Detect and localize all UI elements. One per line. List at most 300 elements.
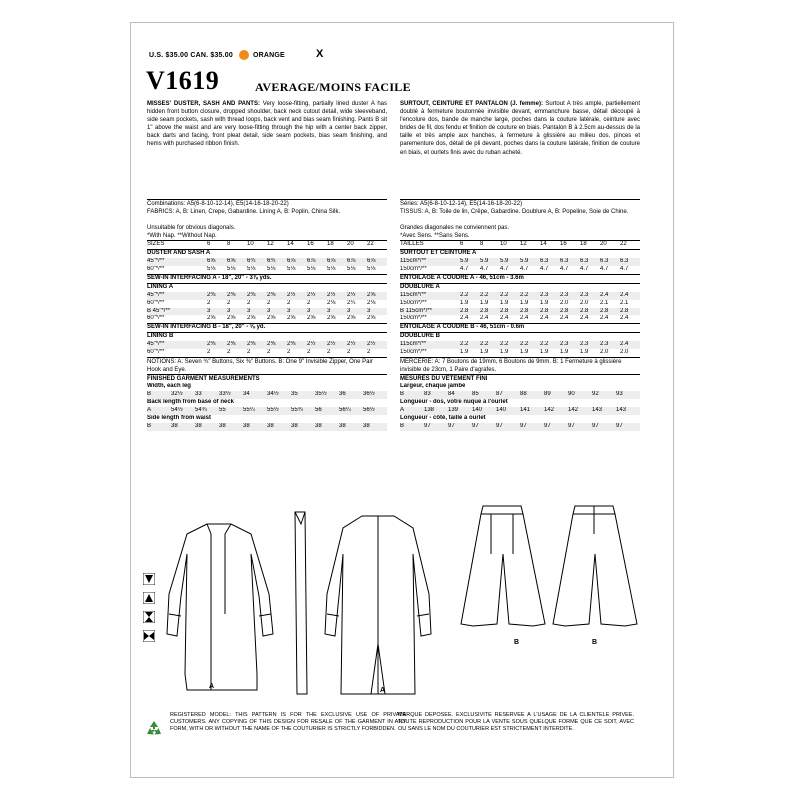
value-cell: 2	[307, 349, 311, 356]
difficulty-label: AVERAGE/MOINS FACILE	[255, 80, 411, 94]
value-cell: 142	[568, 407, 592, 415]
value-cell: 1.9	[460, 299, 469, 306]
table-row	[400, 300, 640, 308]
table-row	[400, 415, 640, 423]
yardage-table-en	[147, 240, 387, 357]
description-fr	[400, 100, 640, 198]
row-label: DOUBLURE B	[400, 333, 640, 341]
value-cell: 5.9	[500, 258, 520, 266]
unsuitable-en: Unsuitable for obvious diagonals.	[147, 225, 236, 232]
row-label: 60"*/**	[147, 349, 165, 356]
table-row	[400, 423, 640, 431]
value-cell: 5.9	[520, 258, 540, 266]
value-cell: 3	[227, 308, 247, 316]
value-cell: 5⅛	[227, 266, 236, 272]
nap-en: *With Nap. **Without Nap.	[147, 233, 217, 240]
value-cell: 2⅜	[247, 341, 267, 349]
table-row	[400, 283, 640, 291]
table-row	[400, 274, 640, 283]
value-cell: 2⅝	[307, 315, 316, 322]
value-cell: 2.4	[480, 315, 489, 322]
value-cell: 38	[363, 423, 387, 431]
table-row	[147, 407, 387, 415]
mark-x: X	[316, 48, 324, 60]
value-cell: 6¾	[247, 258, 267, 266]
value-cell: 2.8	[600, 308, 620, 316]
value-cell: 1.9	[500, 299, 509, 306]
value-cell: 55	[219, 407, 243, 415]
value-cell: 4.7	[620, 266, 629, 272]
value-cell: 1.9	[540, 299, 549, 306]
value-cell: 2½	[347, 341, 367, 349]
row-label: 115cm*/**	[400, 341, 460, 349]
row-label: LINING A	[147, 283, 387, 291]
value-cell: 5⅛	[267, 266, 276, 272]
value-cell: 2⅜	[207, 292, 227, 300]
row-label: Longueur - dos, votre nuque à l'ourlet	[400, 398, 508, 405]
row-label: 45"*/**	[147, 292, 207, 300]
value-cell: 2½	[327, 292, 347, 300]
value-cell: 6⅞	[367, 258, 387, 266]
value-cell: 5⅛	[347, 266, 356, 272]
duster-back-drawing	[325, 516, 431, 694]
row-label: 60"*/**	[147, 315, 165, 322]
size-cell: 8	[227, 241, 247, 250]
yardage-table-fr	[400, 240, 640, 357]
value-cell: 6⅞	[327, 258, 347, 266]
table-row	[147, 315, 387, 323]
value-cell: 6⅝	[207, 258, 227, 266]
value-cell: 2.3	[580, 292, 600, 300]
value-cell: 6.3	[540, 258, 560, 266]
value-cell: 97	[472, 423, 496, 431]
value-cell: 2	[227, 349, 231, 356]
value-cell: 2.4	[580, 315, 589, 322]
sizes-label: TAILLES	[400, 241, 460, 250]
value-cell: 2⅜	[227, 341, 247, 349]
value-cell: 97	[592, 423, 616, 431]
value-cell: 2.4	[620, 341, 640, 349]
value-cell: 2½	[287, 292, 307, 300]
table-row	[400, 407, 640, 415]
row-label: B	[147, 423, 171, 431]
value-cell: 38	[195, 423, 219, 431]
recycle-icon	[144, 719, 164, 739]
value-cell: 2	[227, 299, 231, 306]
value-cell: 87	[496, 391, 520, 399]
table-row	[400, 349, 640, 357]
value-cell: 2.8	[520, 308, 540, 316]
value-cell: 3	[287, 308, 307, 316]
value-cell: 5⅛	[307, 266, 316, 272]
row-label: LINING B	[147, 333, 387, 341]
value-cell: 2.2	[520, 341, 540, 349]
value-cell: 92	[592, 391, 616, 399]
table-row	[400, 399, 640, 407]
table-row	[147, 349, 387, 357]
value-cell: 97	[616, 423, 640, 431]
row-label: B 45"*/**	[147, 308, 207, 316]
value-cell: 2⅛	[367, 299, 376, 306]
value-cell: 2.8	[480, 308, 500, 316]
value-cell: 6⅝	[227, 258, 247, 266]
value-cell: 2⅜	[267, 341, 287, 349]
duster-front-drawing	[167, 524, 273, 690]
color-name: ORANGE	[252, 51, 285, 59]
value-cell: 138	[424, 407, 448, 415]
value-cell: 4.7	[520, 266, 529, 272]
value-cell: 2.4	[520, 315, 529, 322]
value-cell: 2	[247, 349, 251, 356]
value-cell: 2.2	[500, 341, 520, 349]
value-cell: 2⅝	[327, 315, 336, 322]
combinations-fr: Séries: A5(6-8-10-12-14), E5(14-16-18-20-22)	[400, 201, 523, 207]
value-cell: 2.8	[560, 308, 580, 316]
footer-notice-fr: MARQUE DEPOSEE. EXCLUSIVITE RESERVEE A L'USAGE DE LA CLIENTELE PRIVEE. TOUTE REPRODUCTION POUR LA VENTE SOUS QUELQUE FORME QUE CE SOIT, AVEC OU SANS LE NOM DU COUTURIER EST STRICTEMENT INTERDITE.	[398, 712, 634, 733]
description-en	[147, 100, 387, 198]
value-cell: 2.8	[500, 308, 520, 316]
value-cell: 4.7	[460, 266, 469, 272]
value-cell: 38	[267, 423, 291, 431]
value-cell: 2.4	[620, 292, 640, 300]
value-cell: 2.2	[460, 292, 480, 300]
value-cell: 6.3	[600, 258, 620, 266]
row-label: 115cm*/**	[400, 292, 460, 300]
size-cell: 16	[307, 241, 327, 250]
row-label: 45"*/**	[147, 258, 207, 266]
table-row	[147, 292, 387, 300]
value-cell: 2⅝	[367, 315, 376, 322]
row-label: Largeur, chaque jambe	[400, 383, 466, 390]
value-cell: 4.7	[540, 266, 549, 272]
value-cell: 1.9	[520, 299, 529, 306]
value-cell: 2	[267, 299, 271, 306]
value-cell: 2.2	[500, 292, 520, 300]
sizes-header-row	[147, 241, 387, 250]
row-label: B 115cm*/**	[400, 308, 460, 316]
value-cell: 1.9	[500, 349, 509, 356]
description-body-en: Very loose-fitting, partially lined duster A has hidden front button closure, dropped shoulder, back neck cutout detail, wide sleeveband, side seam pockets, sash with thread loops, back vent and bias seam finishing. Pants B sit 1" above the waist and are very loose-fitting through the hip with a center back zipper, back darts and facing, front pleat detail, side seam pockets, bias seam finishing, and hems with purchased ribbon finish.	[147, 101, 387, 148]
value-cell: 5⅛	[327, 266, 336, 272]
value-cell: 54½	[171, 407, 195, 415]
size-cell: 20	[600, 241, 620, 250]
row-label: 115cm*/**	[400, 258, 460, 266]
combinations-en: Combinations: A5(6-8-10-12-14), E5(14-16-18-20-22)	[147, 201, 289, 207]
value-cell: 2	[367, 349, 371, 356]
value-cell: 2.0	[600, 349, 609, 356]
size-cell: 14	[287, 241, 307, 250]
value-cell: 2	[287, 349, 291, 356]
value-cell: 3	[207, 308, 227, 316]
value-cell: 54¾	[195, 407, 219, 415]
table-row	[400, 266, 640, 274]
french-column	[400, 100, 640, 431]
price-line	[149, 50, 285, 60]
garment-illustrations	[147, 494, 647, 714]
sizes-header-row	[400, 241, 640, 250]
value-cell: 2.4	[560, 315, 569, 322]
value-cell: 2½	[367, 341, 387, 349]
value-cell: 2½	[307, 341, 327, 349]
unsuitable-fr: Grandes diagonales ne conviennent pas.	[400, 225, 510, 232]
value-cell: 97	[496, 423, 520, 431]
value-cell: 88	[520, 391, 544, 399]
table-row	[400, 391, 640, 399]
row-label: SEW-IN INTERFACING B - 18", 20" - ⅝ yd.	[147, 324, 387, 333]
value-cell: 2.1	[600, 299, 609, 306]
row-label: 150cm*/**	[400, 299, 427, 306]
footer-notice-en: REGISTERED MODEL: THIS PATTERN IS FOR THE EXCLUSIVE USE OF PRIVATE CUSTOMERS. ANY COPYING OF THIS DESIGN FOR RESALE OF THE GARMENT IN ANY FORM, WITH OR WITHOUT THE NAME OF THE COUTURIER IS STRICTLY FORBIDDEN.	[170, 712, 406, 733]
value-cell: 36½	[363, 391, 387, 399]
value-cell: 5⅛	[287, 266, 296, 272]
value-cell: 5.9	[460, 258, 480, 266]
fabrics-en: FABRICS: A, B: Linen, Crepe, Gabardine. Lining A, B: Poplin, China Silk.	[147, 209, 341, 216]
nap-fr: *Avec Sens. **Sans Sens.	[400, 233, 470, 240]
size-cell: 10	[500, 241, 520, 250]
value-cell: 6.3	[620, 258, 640, 266]
value-cell: 2⅝	[207, 315, 216, 322]
value-cell: 2	[327, 349, 331, 356]
size-cell: 6	[460, 241, 480, 250]
value-cell: 140	[496, 407, 520, 415]
row-label: ENTOILAGE À COUDRE A - 46, 51cm - 3.6m	[400, 274, 640, 283]
value-cell: 89	[544, 391, 568, 399]
row-label: 150cm*/**	[400, 349, 427, 356]
size-cell: 8	[480, 241, 500, 250]
value-cell: 97	[424, 423, 448, 431]
value-cell: 2½	[327, 341, 347, 349]
value-cell: 38	[315, 423, 339, 431]
value-cell: 1.9	[560, 349, 569, 356]
sizes-label: SIZES	[147, 241, 207, 250]
table-row	[400, 308, 640, 316]
pants-front-drawing	[461, 506, 545, 626]
description-title-fr: SURTOUT, CEINTURE ET PANTALON (J. femme):	[400, 101, 543, 107]
size-cell: 12	[267, 241, 287, 250]
value-cell: 6.3	[580, 258, 600, 266]
value-cell: 33	[195, 391, 219, 399]
value-cell: 2⅝	[227, 315, 236, 322]
table-row	[400, 258, 640, 266]
value-cell: 1.9	[480, 299, 489, 306]
value-cell: 6⅞	[287, 258, 307, 266]
value-cell: 2.8	[580, 308, 600, 316]
table-row	[147, 258, 387, 266]
value-cell: 3	[327, 308, 347, 316]
size-cell: 14	[540, 241, 560, 250]
value-cell: 2.8	[620, 308, 640, 316]
value-cell: 5⅛	[367, 266, 376, 272]
table-row	[147, 333, 387, 341]
size-cell: 20	[347, 241, 367, 250]
value-cell: 2.0	[560, 299, 569, 306]
price-text: U.S. $35.00 CAN. $35.00	[149, 51, 233, 59]
size-cell: 12	[520, 241, 540, 250]
fabrics-fr: TISSUS: A, B: Toile de lin, Crêpe, Gabardine. Doublure A, B: Popeline, Soie de Chine.	[400, 209, 629, 216]
value-cell: 3	[247, 308, 267, 316]
value-cell: 36	[339, 391, 363, 399]
size-cell: 10	[247, 241, 267, 250]
value-cell: 38	[243, 423, 267, 431]
value-cell: 141	[520, 407, 544, 415]
table-row	[147, 383, 387, 391]
value-cell: 2⅝	[267, 315, 276, 322]
table-row	[147, 415, 387, 423]
finished-title-en: FINISHED GARMENT MEASUREMENTS	[147, 374, 387, 383]
table-row	[147, 324, 387, 333]
table-row	[147, 300, 387, 308]
value-cell: 2.4	[540, 315, 549, 322]
value-cell: 4.7	[560, 266, 569, 272]
value-cell: 2.4	[600, 292, 620, 300]
row-label: DUSTER AND SASH A	[147, 250, 387, 258]
table-row	[147, 266, 387, 274]
value-cell: 2½	[307, 292, 327, 300]
description-title-en: MISSES' DUSTER, SASH AND PANTS:	[147, 101, 260, 107]
value-cell: 3	[367, 308, 387, 316]
value-cell: 2.4	[600, 315, 609, 322]
pants-back-drawing	[553, 506, 637, 626]
value-cell: 1.9	[580, 349, 589, 356]
value-cell: 1.9	[460, 349, 469, 356]
table-row	[400, 383, 640, 391]
value-cell: 3	[267, 308, 287, 316]
table-row	[147, 341, 387, 349]
value-cell: 6⅞	[347, 258, 367, 266]
table-row	[400, 292, 640, 300]
finished-table-fr	[400, 383, 640, 430]
value-cell: 2.3	[540, 292, 560, 300]
row-label: Width, each leg	[147, 383, 191, 390]
value-cell: 2⅜	[207, 341, 227, 349]
value-cell: 2.3	[560, 341, 580, 349]
value-cell: 2.2	[460, 341, 480, 349]
table-row	[147, 308, 387, 316]
value-cell: 140	[472, 407, 496, 415]
value-cell: 6⅞	[307, 258, 327, 266]
row-label: 150cm*/**	[400, 266, 427, 272]
row-label: B	[400, 423, 424, 431]
value-cell: 35½	[315, 391, 339, 399]
description-body-fr: Surtout A très ample, partiellement doublé à fermeture boutonnée invisible devant, emmanchure basse, détail découpé à l'encolure dos, bande de manche large, poches dans la couture latérale, ceinture avec brides de fil, dos fendu et finition de couture en biais. Pantalon B à 2.5cm au-dessus de la taille et très ample aux hanches, à fermeture à glissière au milieu dos, pinces et parementure dos, détail de pli devant, poches dans la couture latérale, finition de couture en biais, et ourlets finis avec du ruban acheté.	[400, 101, 640, 156]
value-cell: 55½	[267, 407, 291, 415]
value-cell: 2.2	[480, 341, 500, 349]
table-row	[147, 250, 387, 258]
value-cell: 4.7	[580, 266, 589, 272]
row-label: DOUBLURE A	[400, 283, 640, 291]
value-cell: 2	[267, 349, 271, 356]
row-label: B	[400, 391, 424, 399]
value-cell: 35	[291, 391, 315, 399]
size-cell: 18	[580, 241, 600, 250]
color-swatch-icon	[239, 50, 249, 60]
value-cell: 90	[568, 391, 592, 399]
table-row	[147, 283, 387, 291]
value-cell: 143	[616, 407, 640, 415]
row-label: B	[147, 391, 171, 399]
table-row	[147, 274, 387, 283]
value-cell: 2	[287, 299, 291, 306]
value-cell: 83	[424, 391, 448, 399]
value-cell: 4.7	[600, 266, 609, 272]
value-cell: 2.0	[620, 349, 629, 356]
figure-label-b-back: B	[592, 639, 598, 646]
row-label: 60"*/**	[147, 299, 165, 306]
size-cell: 16	[560, 241, 580, 250]
value-cell: 1.9	[540, 349, 549, 356]
value-cell: 38	[219, 423, 243, 431]
row-label: A	[400, 407, 424, 415]
value-cell: 2	[247, 299, 251, 306]
size-cell: 6	[207, 241, 227, 250]
table-row	[147, 391, 387, 399]
value-cell: 5⅛	[207, 266, 216, 272]
value-cell: 56¼	[339, 407, 363, 415]
value-cell: 38	[171, 423, 195, 431]
value-cell: 84	[448, 391, 472, 399]
value-cell: 2.8	[540, 308, 560, 316]
english-column	[147, 100, 387, 431]
value-cell: 2	[347, 349, 351, 356]
table-row	[400, 315, 640, 323]
value-cell: 32½	[171, 391, 195, 399]
value-cell: 4.7	[500, 266, 509, 272]
row-label: 45"*/**	[147, 341, 207, 349]
value-cell: 2½	[347, 292, 367, 300]
size-cell: 22	[367, 241, 387, 250]
value-cell: 2	[207, 349, 211, 356]
value-cell: 34½	[267, 391, 291, 399]
figure-label-a-back: A	[380, 687, 386, 694]
row-label: Longueur - côté, taille à ourlet	[400, 414, 486, 421]
row-label: Back length from base of neck	[147, 398, 235, 405]
value-cell: 142	[544, 407, 568, 415]
value-cell: 2.2	[540, 341, 560, 349]
value-cell: 2⅝	[287, 315, 296, 322]
value-cell: 6.3	[560, 258, 580, 266]
value-cell: 2.0	[580, 299, 589, 306]
value-cell: 2.3	[580, 341, 600, 349]
value-cell: 143	[592, 407, 616, 415]
value-cell: 4.7	[480, 266, 489, 272]
value-cell: 2.4	[460, 315, 469, 322]
value-cell: 97	[520, 423, 544, 431]
value-cell: 2.8	[460, 308, 480, 316]
table-row	[400, 324, 640, 333]
figure-label-a-front: A	[209, 683, 215, 690]
value-cell: 34	[243, 391, 267, 399]
value-cell: 2⅜	[247, 292, 267, 300]
value-cell: 2.2	[480, 292, 500, 300]
value-cell: 56	[315, 407, 339, 415]
value-cell: 2.1	[620, 299, 629, 306]
table-row	[147, 423, 387, 431]
figure-label-b-front: B	[514, 639, 520, 646]
row-label: SURTOUT ET CEINTURE A	[400, 250, 640, 258]
value-cell: 2⅜	[287, 341, 307, 349]
value-cell: 97	[448, 423, 472, 431]
row-label: SEW-IN INTERFACING A - 18", 20" - 3⅞ yds.	[147, 274, 387, 283]
value-cell: 1.9	[520, 349, 529, 356]
value-cell: 55¼	[243, 407, 267, 415]
row-label: A	[147, 407, 171, 415]
size-cell: 22	[620, 241, 640, 250]
value-cell: 97	[568, 423, 592, 431]
value-cell: 1.9	[480, 349, 489, 356]
value-cell: 5.9	[480, 258, 500, 266]
value-cell: 93	[616, 391, 640, 399]
notions-fr: MERCERIE: A: 7 Boutons de 19mm, 6 Boutons de 9mm. B: 1 Fermeture à glissière invisible de 23cm, 1 Paire d'agrafes.	[400, 357, 640, 374]
